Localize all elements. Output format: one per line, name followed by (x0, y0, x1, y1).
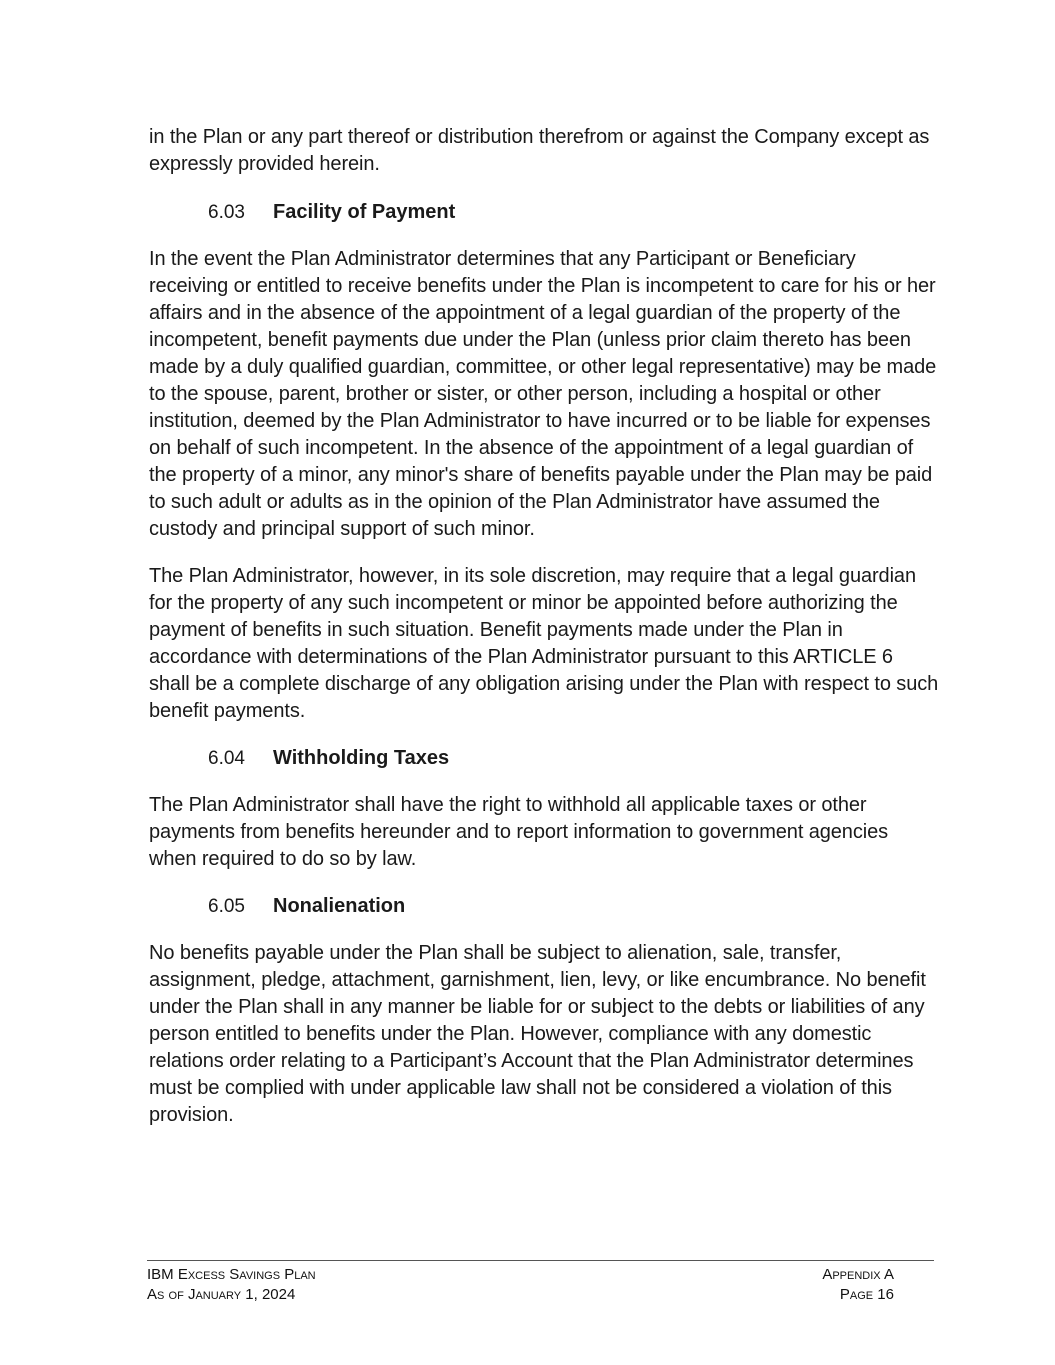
section-6-03-paragraph-2: The Plan Administrator, however, in its sole discretion, may require that a legal guardian for the property of any such incompetent or minor be appointed before authorizing the payment of benefits in such situation. Benefit payments made under the Plan in accordance with determinations of the Plan Administrator pursuant to this ARTICLE 6 shall be a complete discharge of any obligation arising under the Plan with respect to such benefit payments. (149, 565, 939, 722)
page-footer (147, 1260, 934, 1305)
footer-plan-name: IBM Excess Savings Plan (147, 1266, 316, 1283)
footer-appendix: Appendix A (822, 1266, 894, 1283)
section-title: Withholding Taxes (273, 747, 450, 769)
section-heading-6-04 (149, 745, 939, 772)
footer-row-bottom (147, 1285, 934, 1305)
intro-paragraph: in the Plan or any part thereof or distribution therefrom or against the Company except as expressly provided herein. (149, 126, 930, 175)
footer-page-number: Page 16 (839, 1286, 894, 1303)
section-heading-6-05 (149, 893, 939, 920)
section-number: 6.05 (208, 896, 245, 917)
footer-as-of-date: As of January 1, 2024 (147, 1286, 296, 1303)
section-heading-6-03 (149, 199, 939, 226)
footer-row-top (147, 1265, 934, 1285)
section-6-03-paragraph-1: In the event the Plan Administrator determines that any Participant or Beneficiary receiving or entitled to receive benefits under the Plan is incompetent to care for his or her affairs and in the absence of the appointment of a legal guardian of the property of the incompetent, benefit payments due under the Plan (unless prior claim thereto has been made by a duly qualified guardian, committee, or other legal representative) may be made to the spouse, parent, brother or sister, or other person, including a hospital or other institution, deemed by the Plan Administrator to have incurred or to be liable for expenses on behalf of such incompetent. In the absence of the appointment of a legal guardian of the property of a minor, any minor's share of benefits payable under the Plan may be paid to such adult or adults as in the opinion of the Plan Administrator have assumed the custody and principal support of such minor. (149, 248, 937, 540)
section-title: Facility of Payment (273, 201, 456, 223)
document-body (149, 124, 939, 1149)
section-number: 6.03 (208, 202, 245, 223)
section-6-05-paragraph-1: No benefits payable under the Plan shall be subject to alienation, sale, transfer, assignment, pledge, attachment, garnishment, lien, levy, or like encumbrance. No benefit under the Plan shall in any manner be liable for or subject to the debts or liabilities of any person entitled to benefits under the Plan. However, compliance with any domestic relations order relating to a Participant’s Account that the Plan Administrator determines must be complied with under applicable law shall not be considered a violation of this provision. (149, 942, 926, 1126)
section-title: Nonalienation (273, 895, 406, 917)
section-number: 6.04 (208, 748, 245, 769)
section-6-04-paragraph-1: The Plan Administrator shall have the right to withhold all applicable taxes or other payments from benefits hereunder and to report information to government agencies when required to do so by law. (149, 794, 888, 870)
